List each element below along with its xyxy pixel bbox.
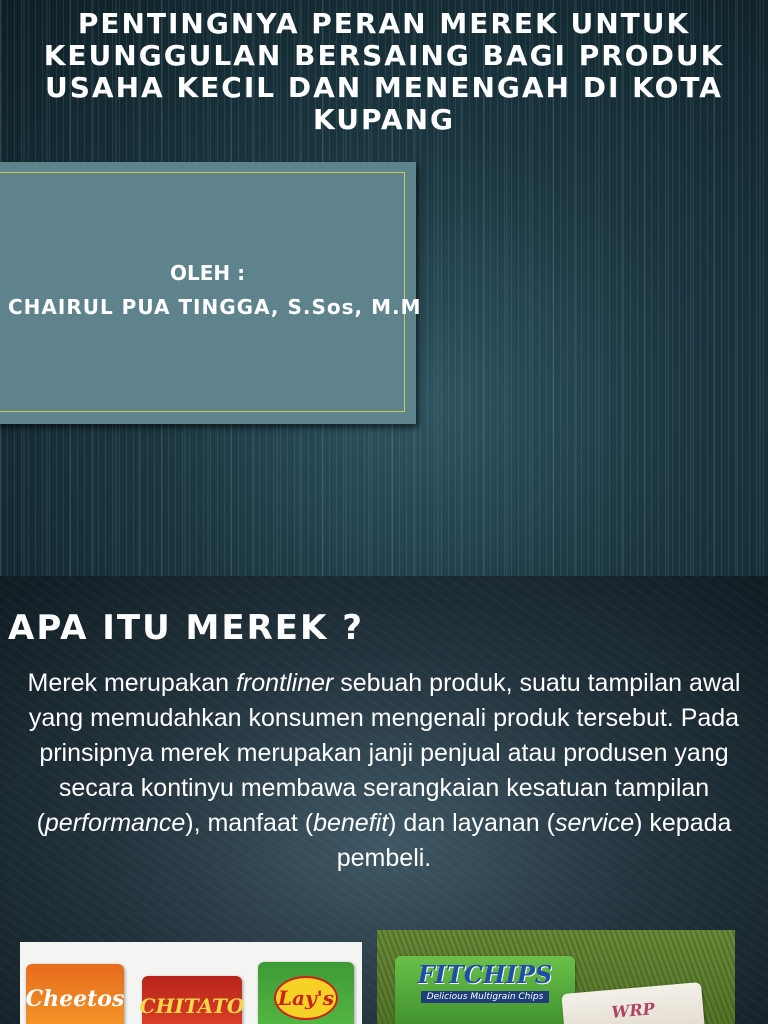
cheetos-pack: Cheetos <box>26 964 124 1024</box>
term-performance: performance <box>44 809 186 837</box>
wrp-pack: WRP <box>561 982 704 1024</box>
term-frontliner: frontliner <box>235 669 334 697</box>
term-benefit: benefit <box>313 809 389 837</box>
snack-packs-photo <box>20 942 362 1024</box>
paragraph-text-3: ), manfaat ( <box>185 809 314 837</box>
fitchips-logo: FITCHIPS <box>417 960 553 989</box>
paragraph-text-1: Merek merupakan <box>27 669 236 697</box>
slide-heading: APA ITU MEREK ? <box>8 608 364 648</box>
author-box <box>0 162 422 424</box>
term-service: service <box>554 809 635 837</box>
lays-logo: Lay's <box>274 976 338 1020</box>
paragraph-text-5: ) kepada pembeli. <box>336 809 732 872</box>
presentation-title: PENTINGNYA PERAN MEREK UNTUK KEUNGGULAN BERSAING BAGI PRODUK USAHA KECIL DAN MENENGAH DI KOTA KUPANG <box>43 7 725 136</box>
paragraph-text-4: ) dan layanan ( <box>388 809 555 837</box>
definition-paragraph <box>0 666 768 876</box>
fitchips-photo <box>377 930 735 1024</box>
author-name: CHAIRUL PUA TINGGA, S.Sos, M.M <box>8 295 422 319</box>
content-slide <box>0 576 768 1024</box>
fitchips-pack <box>395 956 575 1024</box>
fitchips-tagline: Delicious Multigrain Chips <box>421 991 550 1003</box>
lays-pack <box>258 962 354 1024</box>
chitato-pack: CHITATO <box>142 976 242 1024</box>
paragraph-text-2: sebuah produk, suatu tampilan awal yang memudahkan konsumen mengenali produk tersebut. Pada prinsipnya merek merupakan janji penjual atau produsen yang secara kontinyu membawa serangkaian kesatuan tampilan ( <box>28 669 741 837</box>
author-prefix: OLEH : <box>170 261 246 285</box>
